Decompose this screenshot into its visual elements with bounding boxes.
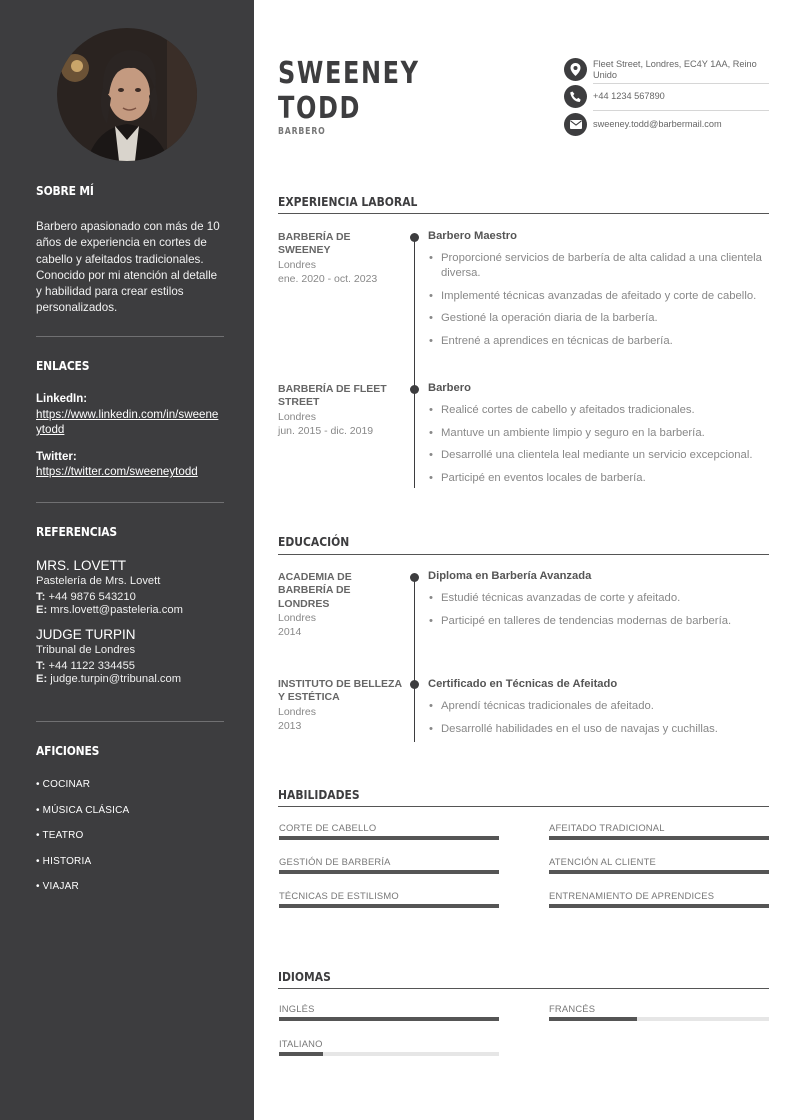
sidebar bbox=[0, 0, 254, 1120]
language-item bbox=[279, 1003, 499, 1021]
reference-org: Pastelería de Mrs. Lovett bbox=[36, 575, 161, 587]
skill-bar bbox=[279, 870, 499, 874]
links-title: ENLACES bbox=[36, 358, 90, 373]
phone-icon bbox=[564, 85, 587, 108]
divider bbox=[36, 336, 224, 337]
references-section bbox=[36, 524, 224, 685]
divider bbox=[593, 110, 769, 111]
experience-entry-meta bbox=[278, 231, 403, 286]
language-label: ITALIANO bbox=[279, 1038, 323, 1049]
experience-entry bbox=[428, 230, 769, 357]
twitter-link[interactable]: https://twitter.com/sweeneytodd bbox=[36, 465, 198, 478]
skill-label: AFEITADO TRADICIONAL bbox=[549, 822, 665, 833]
skill-bar-fill bbox=[549, 904, 769, 908]
education-detail: • Aprendí técnicas tradicionales de afeitado. bbox=[428, 699, 769, 714]
employment-dates: jun. 2015 - dic. 2019 bbox=[278, 424, 374, 437]
education-entry-meta bbox=[278, 678, 403, 733]
hobby-item: • COCINAR bbox=[36, 779, 91, 790]
name-line-first: SWEENEY bbox=[278, 56, 420, 91]
skill-label: GESTIÓN DE BARBERÍA bbox=[279, 856, 391, 867]
contact-address bbox=[564, 58, 769, 81]
timeline-dot bbox=[410, 573, 419, 582]
skills-title: HABILIDADES bbox=[278, 787, 360, 802]
degree-title: Certificado en Técnicas de Afeitado bbox=[428, 678, 618, 690]
hobbies-section bbox=[36, 743, 224, 907]
language-item bbox=[549, 1003, 769, 1021]
timeline-dot bbox=[410, 233, 419, 242]
phone-text: +44 1234 567890 bbox=[593, 91, 665, 101]
reference-email: E: judge.turpin@tribunal.com bbox=[36, 673, 182, 685]
address-text: Fleet Street, Londres, EC4Y 1AA, Reino Unido bbox=[593, 58, 757, 80]
profile-photo bbox=[57, 28, 197, 161]
divider bbox=[36, 502, 224, 503]
responsibility-item: • Implementé técnicas avanzadas de afeitado y corte de cabello. bbox=[428, 289, 769, 304]
skill-bar bbox=[549, 836, 769, 840]
candidate-name bbox=[278, 56, 420, 126]
languages-title: IDIOMAS bbox=[278, 969, 331, 984]
skill-item bbox=[549, 822, 769, 840]
language-bar-fill bbox=[279, 1052, 323, 1056]
education-dates: 2013 bbox=[278, 719, 302, 732]
language-bar bbox=[549, 1017, 769, 1021]
section-rule bbox=[278, 554, 769, 555]
references-title: REFERENCIAS bbox=[36, 524, 117, 539]
institution-location: Londres bbox=[278, 705, 316, 718]
skill-item bbox=[549, 890, 769, 908]
responsibility-item: • Mantuve un ambiente limpio y seguro en la barbería. bbox=[428, 426, 769, 441]
skill-label: CORTE DE CABELLO bbox=[279, 822, 377, 833]
candidate-role: BARBERO bbox=[278, 126, 326, 137]
responsibility-item: • Entrené a aprendices en técnicas de barbería. bbox=[428, 334, 769, 349]
skill-item bbox=[279, 890, 499, 908]
education-title: EDUCACIÓN bbox=[278, 534, 350, 549]
hobby-item: • TEATRO bbox=[36, 830, 84, 841]
skill-bar-fill bbox=[279, 904, 499, 908]
responsibility-item: • Proporcioné servicios de barbería de alta calidad a una clientela diversa. bbox=[428, 251, 769, 281]
education-entry-meta bbox=[278, 571, 403, 639]
experience-entry-meta bbox=[278, 383, 403, 438]
employment-dates: ene. 2020 - oct. 2023 bbox=[278, 272, 378, 285]
divider bbox=[36, 721, 224, 722]
employer-name: BARBERÍA DE FLEET STREET bbox=[278, 383, 387, 409]
hobby-item: • VIAJAR bbox=[36, 881, 79, 892]
divider bbox=[593, 83, 769, 84]
skill-item bbox=[549, 856, 769, 874]
employer-location: Londres bbox=[278, 410, 316, 423]
timeline-dot bbox=[410, 680, 419, 689]
reference-email: E: mrs.lovett@pasteleria.com bbox=[36, 604, 183, 616]
language-bar bbox=[279, 1052, 499, 1056]
skill-bar bbox=[279, 904, 499, 908]
skill-bar bbox=[549, 870, 769, 874]
links-section bbox=[36, 358, 224, 479]
job-title: Barbero bbox=[428, 382, 471, 394]
location-pin-icon bbox=[564, 58, 587, 81]
hobbies-title: AFICIONES bbox=[36, 743, 100, 758]
section-rule bbox=[278, 213, 769, 214]
responsibility-item: • Gestioné la operación diaria de la barbería. bbox=[428, 311, 769, 326]
contact-email bbox=[564, 113, 769, 136]
skill-bar-fill bbox=[549, 870, 769, 874]
timeline-line bbox=[414, 577, 415, 742]
skill-bar-fill bbox=[279, 870, 499, 874]
link-label: LinkedIn: bbox=[36, 393, 88, 405]
language-bar-fill bbox=[549, 1017, 637, 1021]
reference-org: Tribunal de Londres bbox=[36, 644, 136, 656]
envelope-icon bbox=[564, 113, 587, 136]
skill-label: ENTRENAMIENTO DE APRENDICES bbox=[549, 890, 715, 901]
section-rule bbox=[278, 988, 769, 989]
experience-title: EXPERIENCIA LABORAL bbox=[278, 194, 418, 209]
reference-phone: T: +44 1122 334455 bbox=[36, 660, 136, 672]
skill-item bbox=[279, 856, 499, 874]
about-title: SOBRE MÍ bbox=[36, 183, 94, 198]
language-label: INGLÉS bbox=[279, 1003, 315, 1014]
reference-item bbox=[36, 627, 224, 685]
link-linkedin bbox=[36, 393, 224, 437]
timeline-line bbox=[414, 237, 415, 488]
responsibility-item: • Participé en eventos locales de barbería. bbox=[428, 471, 769, 486]
linkedin-link[interactable]: https://www.linkedin.com/in/sweeneytodd bbox=[36, 408, 219, 436]
degree-title: Diploma en Barbería Avanzada bbox=[428, 570, 592, 582]
job-title: Barbero Maestro bbox=[428, 230, 517, 242]
responsibility-item: • Realicé cortes de cabello y afeitados tradicionales. bbox=[428, 403, 769, 418]
reference-name: MRS. LOVETT bbox=[36, 558, 127, 573]
education-detail: • Estudié técnicas avanzadas de corte y afeitado. bbox=[428, 591, 769, 606]
employer-location: Londres bbox=[278, 258, 316, 271]
language-item bbox=[279, 1038, 499, 1056]
institution-name: INSTITUTO DE BELLEZA Y ESTÉTICA bbox=[278, 678, 402, 704]
language-bar bbox=[279, 1017, 499, 1021]
language-label: FRANCÉS bbox=[549, 1003, 596, 1014]
responsibility-item: • Desarrollé una clientela leal mediante un servicio excepcional. bbox=[428, 448, 769, 463]
education-dates: 2014 bbox=[278, 625, 302, 638]
reference-name: JUDGE TURPIN bbox=[36, 627, 136, 642]
skill-bar-fill bbox=[279, 836, 499, 840]
hobby-item: • HISTORIA bbox=[36, 855, 92, 867]
skill-item bbox=[279, 822, 499, 840]
skill-bar bbox=[549, 904, 769, 908]
link-twitter bbox=[36, 451, 224, 479]
reference-phone: T: +44 9876 543210 bbox=[36, 591, 136, 603]
timeline-dot bbox=[410, 385, 419, 394]
education-detail: • Participé en talleres de tendencias modernas de barbería. bbox=[428, 614, 769, 629]
section-rule bbox=[278, 806, 769, 807]
about-section bbox=[36, 183, 224, 317]
hobby-item: • MÚSICA CLÁSICA bbox=[36, 804, 130, 816]
experience-entry bbox=[428, 382, 769, 494]
education-entry bbox=[428, 678, 769, 744]
institution-name: ACADEMIA DE BARBERÍA DE LONDRES bbox=[278, 571, 352, 610]
link-label: Twitter: bbox=[36, 451, 77, 463]
skill-label: TÉCNICAS DE ESTILISMO bbox=[279, 890, 399, 901]
email-text[interactable]: sweeney.todd@barbermail.com bbox=[593, 119, 722, 129]
education-detail: • Desarrollé habilidades en el uso de navajas y cuchillas. bbox=[428, 722, 769, 737]
skill-bar bbox=[279, 836, 499, 840]
language-bar-fill bbox=[279, 1017, 499, 1021]
name-line-last: TODD bbox=[278, 91, 362, 126]
skill-label: ATENCIÓN AL CLIENTE bbox=[549, 856, 656, 867]
education-entry bbox=[428, 570, 769, 636]
employer-name: BARBERÍA DE SWEENEY bbox=[278, 231, 351, 257]
about-text: Barbero apasionado con más de 10 años de experiencia en cortes de cabello y afeitados tradicionales. Conocido por mi atención al detalle y habilidad para crear estilos personalizados. bbox=[36, 220, 220, 315]
institution-location: Londres bbox=[278, 611, 316, 624]
reference-item bbox=[36, 558, 224, 616]
skill-bar-fill bbox=[549, 836, 769, 840]
contact-phone bbox=[564, 85, 769, 108]
